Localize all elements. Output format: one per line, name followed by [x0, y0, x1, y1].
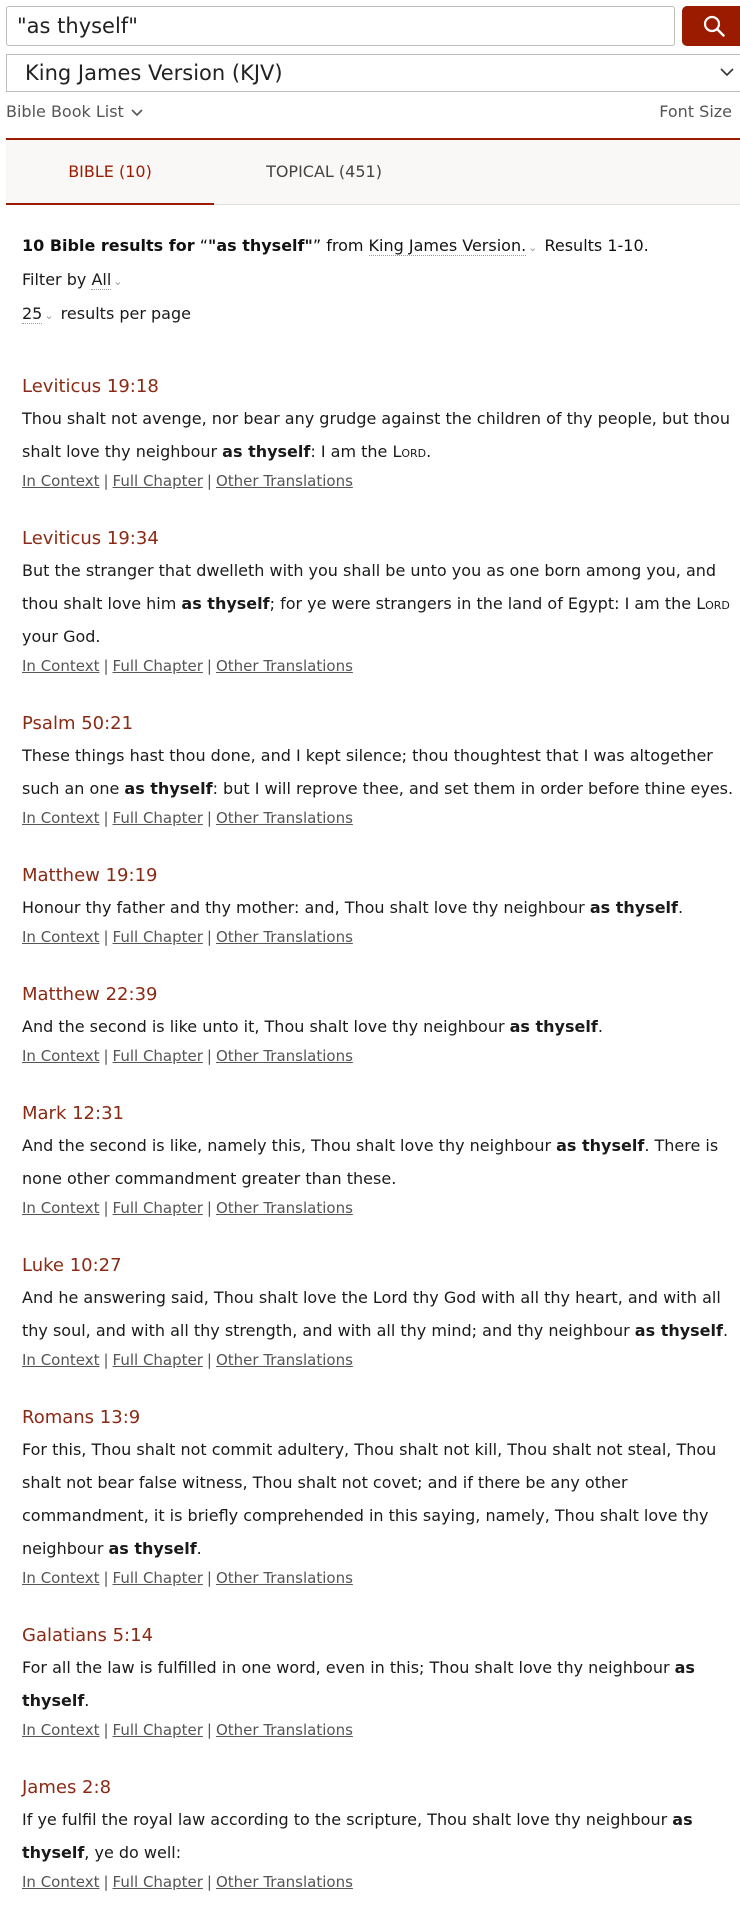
verse-reference-link[interactable]: James 2:8 [22, 1777, 112, 1798]
verse-reference-link[interactable]: Leviticus 19:18 [22, 376, 159, 397]
in-context-link[interactable]: In Context [22, 1199, 100, 1217]
bible-book-list-label: Bible Book List [6, 102, 124, 121]
verse-text-after: : I am the [310, 442, 393, 461]
link-separator: | [103, 1569, 109, 1587]
result-item [22, 980, 740, 1069]
in-context-link[interactable]: In Context [22, 1721, 100, 1739]
other-translations-link[interactable]: Other Translations [215, 809, 353, 827]
verse-text-tail: . [426, 442, 432, 461]
verse-match-highlight: as thyself [22, 1658, 695, 1710]
in-context-link[interactable]: In Context [22, 928, 100, 946]
verse-text-after: . [84, 1691, 90, 1710]
search-bar [6, 6, 740, 48]
verse-links [22, 1869, 740, 1895]
verse-match-highlight: as thyself [509, 1017, 598, 1036]
verse-match-highlight: as thyself [22, 1810, 693, 1862]
verse-text-after: . [722, 1321, 729, 1340]
verse-reference-link[interactable]: Galatians 5:14 [22, 1625, 154, 1646]
result-item [22, 709, 740, 831]
toolbar [0, 98, 740, 128]
other-translations-link[interactable]: Other Translations [215, 657, 353, 675]
verse-links [22, 805, 740, 831]
full-chapter-link[interactable]: Full Chapter [112, 1569, 203, 1587]
verse-text [22, 554, 740, 653]
chevron-down-icon: ⌄ [44, 309, 54, 322]
results-open-quote: “ [194, 236, 208, 255]
verse-links [22, 1565, 740, 1591]
verse-text-before: If ye fulfil the royal law according to the scripture, Thou shalt love thy neighbour [22, 1810, 673, 1829]
result-item [22, 1251, 740, 1373]
results-summary [22, 236, 649, 255]
version-select[interactable] [6, 54, 740, 92]
search-input[interactable] [6, 6, 675, 46]
in-context-link[interactable]: In Context [22, 657, 100, 675]
verse-text [22, 891, 740, 924]
full-chapter-link[interactable]: Full Chapter [112, 928, 203, 946]
version-label: King James Version (KJV) [25, 61, 283, 85]
search-icon [703, 15, 725, 37]
verse-match-highlight: as thyself [108, 1539, 197, 1558]
link-separator: | [103, 1351, 109, 1369]
other-translations-link[interactable]: Other Translations [215, 1873, 353, 1891]
filter-label: Filter by [22, 270, 87, 289]
verse-text-before: And the second is like, namely this, Thou shalt love thy neighbour [22, 1136, 557, 1155]
in-context-link[interactable]: In Context [22, 1351, 100, 1369]
result-tabs [6, 138, 740, 205]
link-separator: | [103, 1873, 109, 1891]
full-chapter-link[interactable]: Full Chapter [112, 1199, 203, 1217]
link-separator: | [206, 1721, 212, 1739]
full-chapter-link[interactable]: Full Chapter [112, 657, 203, 675]
verse-text-after: . [597, 1017, 603, 1036]
result-item [22, 1403, 740, 1591]
verse-text-after: . [678, 898, 684, 917]
filter-row [22, 270, 125, 289]
verse-reference-link[interactable]: Psalm 50:21 [22, 713, 134, 734]
verse-text-before: These things hast thou done, and I kept silence; thou thoughtest that I was altogether such an one [22, 746, 713, 798]
results-count: 10 Bible results for [22, 236, 195, 255]
full-chapter-link[interactable]: Full Chapter [112, 1351, 203, 1369]
verse-text-tail: your God. [22, 627, 101, 646]
verse-links [22, 1043, 740, 1069]
verse-text-after: : but I will reprove thee, and set them in order before thine eyes. [212, 779, 734, 798]
verse-text-after: . There is none other commandment greater than these. [22, 1136, 719, 1188]
in-context-link[interactable]: In Context [22, 809, 100, 827]
filter-select[interactable]: All [91, 270, 112, 289]
verse-text [22, 1129, 740, 1195]
verse-reference-link[interactable]: Matthew 19:19 [22, 865, 158, 886]
link-separator: | [103, 809, 109, 827]
results-range: Results 1-10. [539, 236, 649, 255]
verse-text-before: For all the law is fulfilled in one word, even in this; Thou shalt love thy neighbour [22, 1658, 675, 1677]
other-translations-link[interactable]: Other Translations [215, 1721, 353, 1739]
verse-text [22, 1433, 740, 1565]
verse-links [22, 468, 740, 494]
verse-text [22, 1281, 740, 1347]
results-query: "as thyself" [207, 236, 313, 255]
verse-match-highlight: as thyself [222, 442, 311, 461]
in-context-link[interactable]: In Context [22, 1873, 100, 1891]
chevron-down-icon [718, 63, 736, 81]
link-separator: | [206, 1047, 212, 1065]
verse-match-highlight: as thyself [556, 1136, 645, 1155]
verse-links [22, 1195, 740, 1221]
result-item [22, 524, 740, 679]
link-separator: | [103, 928, 109, 946]
link-separator: | [206, 928, 212, 946]
link-separator: | [206, 472, 212, 490]
verse-text-before: And the second is like unto it, Thou shalt love thy neighbour [22, 1017, 510, 1036]
results-version-select[interactable]: King James Version. [368, 236, 527, 255]
link-separator: | [103, 1721, 109, 1739]
in-context-link[interactable]: In Context [22, 1569, 100, 1587]
other-translations-link[interactable]: Other Translations [215, 1199, 353, 1217]
result-item [22, 1099, 740, 1221]
bible-book-list-button[interactable] [6, 102, 144, 121]
verse-text-before: Thou shalt not avenge, nor bear any grudge against the children of thy people, but thou shalt love thy neighbour [22, 409, 730, 461]
full-chapter-link[interactable]: Full Chapter [112, 809, 203, 827]
verse-text [22, 1651, 740, 1717]
chevron-down-icon: ⌄ [528, 241, 538, 254]
per-page-row [22, 304, 191, 323]
verse-text-after: . [196, 1539, 202, 1558]
tab-topical[interactable]: TOPICAL (451) [266, 162, 382, 181]
verse-links [22, 1717, 740, 1743]
verse-links [22, 924, 740, 950]
chevron-down-icon: ⌄ [113, 275, 123, 288]
font-size-button[interactable]: Font Size [659, 102, 732, 121]
verse-links [22, 653, 740, 679]
verse-match-highlight: as thyself [634, 1321, 723, 1340]
search-button[interactable] [682, 6, 740, 46]
full-chapter-link[interactable]: Full Chapter [112, 1873, 203, 1891]
other-translations-link[interactable]: Other Translations [215, 928, 353, 946]
verse-reference-link[interactable]: Luke 10:27 [22, 1255, 122, 1276]
result-item [22, 1621, 740, 1743]
verse-lord-smallcaps: Lord [696, 594, 730, 613]
link-separator: | [103, 472, 109, 490]
verse-text [22, 1010, 740, 1043]
other-translations-link[interactable]: Other Translations [215, 1351, 353, 1369]
per-page-label: results per page [60, 304, 191, 323]
verse-lord-smallcaps: Lord [392, 442, 427, 461]
verse-links [22, 1347, 740, 1373]
verse-reference-link[interactable]: Leviticus 19:34 [22, 528, 159, 549]
full-chapter-link[interactable]: Full Chapter [112, 1047, 203, 1065]
link-separator: | [206, 1351, 212, 1369]
in-context-link[interactable]: In Context [22, 472, 100, 490]
full-chapter-link[interactable]: Full Chapter [112, 472, 203, 490]
full-chapter-link[interactable]: Full Chapter [112, 1721, 203, 1739]
link-separator: | [103, 1199, 109, 1217]
verse-text-after: ; for ye were strangers in the land of Egypt: I am the [269, 594, 697, 613]
results-close-quote: ” from [312, 236, 369, 255]
verse-text-before: For this, Thou shalt not commit adultery, Thou shalt not kill, Thou shalt not steal, Thou shalt not bear false witness, Thou shalt not covet; and if there be any other commandment, it is briefly comprehended in this saying, namely, Thou shalt love thy neighbour [22, 1440, 717, 1558]
verse-text [22, 402, 740, 468]
link-separator: | [206, 1569, 212, 1587]
link-separator: | [206, 1873, 212, 1891]
result-item [22, 372, 740, 494]
verse-text-after: , ye do well: [84, 1843, 182, 1862]
other-translations-link[interactable]: Other Translations [215, 472, 353, 490]
verse-text [22, 1803, 740, 1869]
verse-text-before: And he answering said, Thou shalt love the Lord thy God with all thy heart, and with all thy soul, and with all thy strength, and with all thy mind; and thy neighbour [22, 1288, 721, 1340]
result-item [22, 861, 740, 950]
verse-reference-link[interactable]: Mark 12:31 [22, 1103, 124, 1124]
verse-match-highlight: as thyself [124, 779, 213, 798]
link-separator: | [103, 1047, 109, 1065]
results-list [22, 372, 740, 1925]
verse-text-before: But the stranger that dwelleth with you shall be unto you as one born among you, and thou shalt love him [22, 561, 717, 613]
other-translations-link[interactable]: Other Translations [215, 1569, 353, 1587]
result-item [22, 1773, 740, 1895]
in-context-link[interactable]: In Context [22, 1047, 100, 1065]
verse-match-highlight: as thyself [589, 898, 678, 917]
other-translations-link[interactable]: Other Translations [215, 1047, 353, 1065]
link-separator: | [206, 1199, 212, 1217]
link-separator: | [206, 657, 212, 675]
per-page-select[interactable]: 25 [22, 304, 43, 323]
tab-bible[interactable]: BIBLE (10) [6, 140, 214, 205]
verse-text [22, 739, 740, 805]
verse-match-highlight: as thyself [181, 594, 270, 613]
verse-reference-link[interactable]: Matthew 22:39 [22, 984, 158, 1005]
link-separator: | [206, 809, 212, 827]
verse-reference-link[interactable]: Romans 13:9 [22, 1407, 141, 1428]
chevron-down-icon [130, 105, 144, 119]
verse-text-before: Honour thy father and thy mother: and, Thou shalt love thy neighbour [22, 898, 590, 917]
link-separator: | [103, 657, 109, 675]
